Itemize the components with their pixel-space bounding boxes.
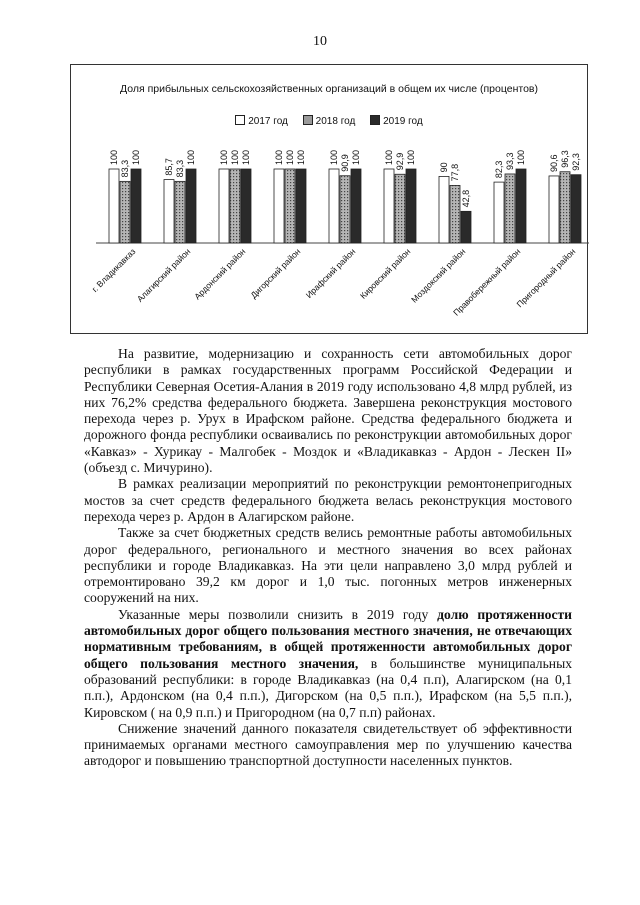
data-label-2-2: 83,3 bbox=[175, 159, 185, 178]
bar-1-8 bbox=[494, 182, 504, 243]
legend-label-2017: 2017 год bbox=[248, 116, 288, 127]
data-label-1-8: 82,3 bbox=[494, 160, 504, 179]
paragraph-4-start: Указанные меры позволили снизить в 2019 году bbox=[118, 606, 438, 622]
paragraph-5: Снижение значений данного показателя свидетельствует об эффективности принимаемых органами местного самоуправления мер по улучшению качества автодорог и повышению транспортной доступности населенных пунктов. bbox=[84, 720, 572, 769]
chart-title: Доля прибыльных сельскохозяйственных организаций в общем их числе (процентов) bbox=[120, 83, 538, 95]
document-text bbox=[84, 346, 572, 770]
data-label-3-8: 100 bbox=[516, 149, 526, 165]
bar-2-6 bbox=[395, 174, 405, 243]
bar-2-9 bbox=[560, 172, 570, 243]
profitability-chart bbox=[70, 64, 588, 334]
data-label-1-2: 85,7 bbox=[164, 158, 174, 176]
bar-3-4 bbox=[296, 169, 306, 243]
data-label-2-3: 100 bbox=[230, 149, 240, 165]
chart-plot-area bbox=[71, 65, 589, 335]
bar-2-2 bbox=[175, 181, 185, 243]
bar-1-3 bbox=[219, 169, 229, 243]
data-label-2-9: 96,3 bbox=[560, 150, 570, 168]
data-label-1-7: 90 bbox=[439, 162, 449, 173]
legend-label-2019: 2019 год bbox=[383, 116, 423, 127]
paragraph-4-bold: долю протяженности автомобильных дорог общего пользования местного значения, не отвечающих нормативным требованиям, в общей протяженности автомобильных дорог общего пользования местного значения, bbox=[84, 606, 572, 671]
data-label-3-1: 100 bbox=[131, 149, 141, 165]
paragraph-4 bbox=[84, 607, 572, 721]
data-label-3-4: 100 bbox=[296, 149, 306, 165]
bar-2-1 bbox=[120, 181, 130, 243]
paragraph-4-end: в большинстве муниципальных образований республики: в городе Владикавказ (на 0,4 п.п), Алагирском (на 0,1 п.п.), Ардонском (на 0,4 п.п.), Дигорском (на 0,5 п.п.), Ирафском (на 5,5 п.п.), Кировском ( на 0,9 п.п.) и Пригородном (на 0,7 п.п) районах. bbox=[84, 655, 572, 720]
data-label-1-5: 100 bbox=[329, 149, 339, 165]
data-label-3-3: 100 bbox=[241, 149, 251, 165]
data-label-2-6: 92,9 bbox=[395, 152, 405, 171]
category-label-9: Пригородный район bbox=[514, 246, 578, 310]
bar-1-9 bbox=[549, 176, 559, 243]
data-label-3-9: 92,3 bbox=[571, 153, 581, 171]
bar-1-4 bbox=[274, 169, 284, 243]
bar-2-8 bbox=[505, 174, 515, 243]
legend-label-2018: 2018 год bbox=[315, 116, 356, 127]
bar-3-2 bbox=[186, 169, 196, 243]
category-label-4: Дигорский район bbox=[248, 246, 303, 301]
paragraph-2: В рамках реализации мероприятий по реконструкции ремонтонепригодных мостов за счет средств федерального бюджета велась реконструкция мостового перехода через р. Ардон в Алагирском районе. bbox=[84, 476, 572, 524]
category-label-7: Моздокский район bbox=[409, 246, 468, 305]
bar-1-1 bbox=[109, 169, 119, 243]
bar-2-3 bbox=[230, 169, 240, 243]
bar-3-6 bbox=[406, 169, 416, 243]
data-label-1-4: 100 bbox=[274, 149, 284, 165]
category-label-5: Ирафский район bbox=[303, 246, 358, 301]
page-number: 10 bbox=[313, 34, 327, 49]
category-label-1: г. Владикавказ bbox=[89, 246, 138, 295]
data-label-1-1: 100 bbox=[109, 149, 119, 165]
data-label-2-1: 83,3 bbox=[120, 159, 130, 178]
bar-1-2 bbox=[164, 180, 174, 243]
category-label-3: Ардонский район bbox=[192, 246, 248, 302]
data-label-2-4: 100 bbox=[285, 149, 295, 165]
data-label-2-7: 77,8 bbox=[450, 163, 460, 182]
data-label-3-5: 100 bbox=[351, 149, 361, 165]
paragraph-1: На развитие, модернизацию и сохранность сети автомобильных дорог республики в рамках государственных программ Российской Федерации и Республики Северная Осетия-Алания в 2019 году использовано 4,8 млрд рублей, из них 76,2% средства федерального бюджета. Завершена реконструкция мостового перехода через р. Урух в Ирафском районе. Средства федерального бюджета и дорожного фонда республики осваивались по реконструкции автомобильных дорог «Кавказ» - Хурикау - Малгобек - Моздок и «Владикавказ - Ардон - Лескен II» (объезд с. Мичурино). bbox=[84, 346, 572, 476]
data-label-2-8: 93,3 bbox=[505, 152, 515, 170]
bar-3-8 bbox=[516, 169, 526, 243]
bar-2-7 bbox=[450, 185, 460, 243]
paragraph-3: Также за счет бюджетных средств велись ремонтные работы автомобильных дорог федерального, регионального и местного значения во всех районах республики и городе Владикавказ. На эти цели направлено 3,0 млрд рублей и отремонтировано 39,2 км дорог и 1,0 тыс. погонных метров инженерных сооружений на них. bbox=[84, 525, 572, 606]
data-label-3-7: 42,8 bbox=[461, 189, 471, 208]
bar-3-5 bbox=[351, 169, 361, 243]
data-label-2-5: 90,9 bbox=[340, 154, 350, 172]
bar-2-4 bbox=[285, 169, 295, 243]
data-label-1-9: 90,6 bbox=[549, 154, 559, 172]
bar-1-6 bbox=[384, 169, 394, 243]
category-label-6: Кировский район bbox=[357, 246, 413, 301]
bar-3-3 bbox=[241, 169, 251, 243]
bar-3-1 bbox=[131, 169, 141, 243]
data-label-3-2: 100 bbox=[186, 149, 196, 165]
data-label-3-6: 100 bbox=[406, 149, 416, 165]
category-label-2: Алагирский район bbox=[134, 246, 193, 304]
bar-2-5 bbox=[340, 176, 350, 243]
category-label-8: Правобережный район bbox=[451, 246, 523, 318]
data-label-1-3: 100 bbox=[219, 149, 229, 165]
bar-3-7 bbox=[461, 211, 471, 243]
bar-3-9 bbox=[571, 175, 581, 243]
bar-1-7 bbox=[439, 176, 449, 243]
bar-1-5 bbox=[329, 169, 339, 243]
data-label-1-6: 100 bbox=[384, 149, 394, 165]
